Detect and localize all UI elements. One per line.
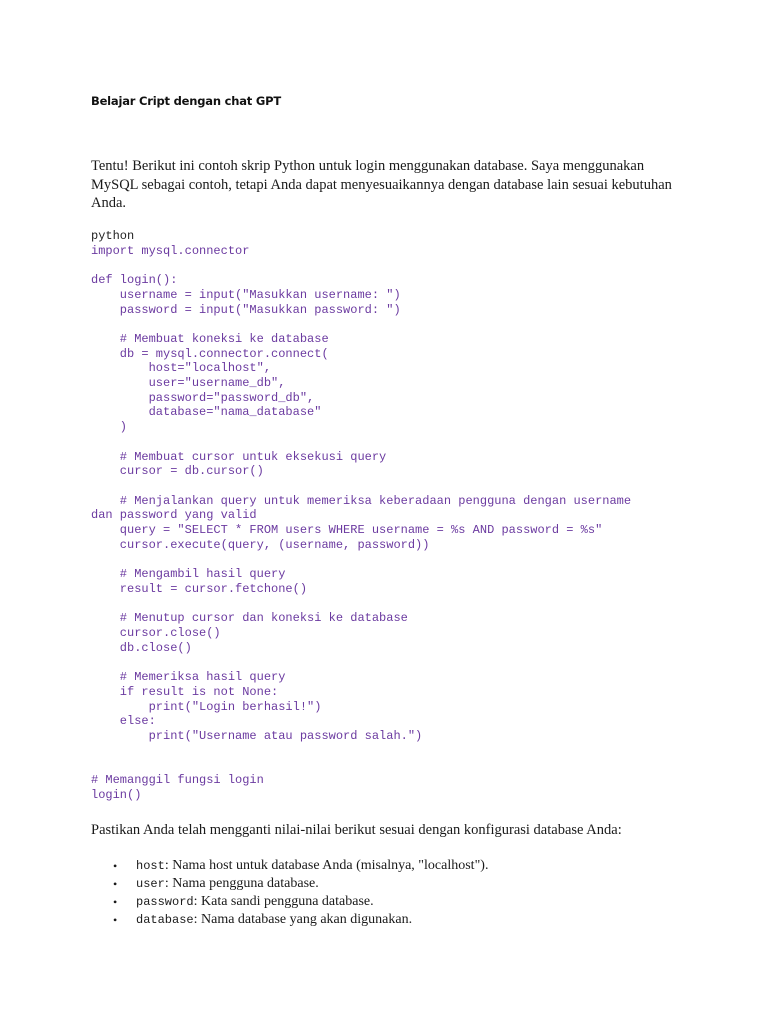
param-name: database [136, 913, 194, 927]
list-item [91, 911, 488, 929]
param-description: : Nama pengguna database. [164, 876, 319, 891]
code-language-label: python [91, 229, 135, 243]
list-item [91, 857, 488, 875]
param-name: user [136, 877, 165, 891]
code-content: import mysql.connector def login(): username = input("Masukkan username: ") password = input("Masukkan password: ") # Membuat koneksi ke database db = mysql.connector.connect( host="localhost", user="username_db", password="password_db", database="nama_database" ) # Membuat cursor untuk eksekusi query cursor = db.cursor() # Menjalankan query untuk memeriksa keberadaan pengguna dengan username dan password yang valid query = "SELECT * FROM users WHERE username = %s AND password = %s" cursor.execute(query, (username, password)) # Mengambil hasil query result = cursor.fetchone() # Menutup cursor dan koneksi ke database cursor.close() db.close() # Memeriksa hasil query if result is not None: print("Login berhasil!") else: print("Username atau password salah.") # Memanggil fungsi login login() [91, 243, 632, 802]
document-title: Belajar Cript dengan chat GPT [91, 94, 282, 108]
code-block [91, 229, 631, 802]
list-item [91, 893, 488, 911]
bullet-icon: • [113, 877, 118, 891]
intro-paragraph: Tentu! Berikut ini contoh skrip Python untuk login menggunakan database. Saya menggunakan MySQL sebagai contoh, tetapi Anda dapat menyesuaikannya dengan database lain sesuai kebutuhan Anda. [91, 158, 672, 211]
param-name: host [136, 859, 165, 873]
param-description: : Nama database yang akan digunakan. [193, 912, 413, 927]
outro-paragraph: Pastikan Anda telah mengganti nilai-nilai berikut sesuai dengan konfigurasi database Anda: [91, 822, 622, 838]
bullet-icon: • [113, 895, 118, 909]
bullet-icon: • [113, 859, 118, 873]
parameter-list [91, 857, 488, 929]
param-name: password [136, 895, 194, 909]
list-item [91, 875, 488, 893]
param-description: : Nama host untuk database Anda (misalnya, "localhost"). [164, 858, 489, 873]
param-description: : Kata sandi pengguna database. [193, 894, 374, 909]
bullet-icon: • [113, 913, 118, 927]
